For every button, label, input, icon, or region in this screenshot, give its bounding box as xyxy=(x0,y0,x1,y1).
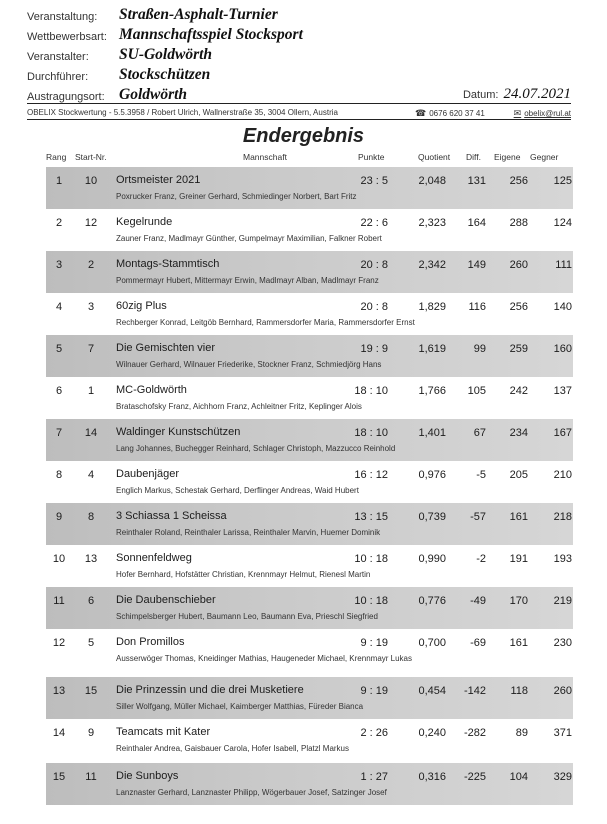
table-row xyxy=(46,545,573,587)
points-cell: 23 : 5 xyxy=(360,175,388,187)
start-number-cell: 11 xyxy=(85,771,97,783)
diff-cell: -142 xyxy=(463,685,486,697)
rank-cell: 13 xyxy=(52,685,66,697)
table-row xyxy=(46,293,573,335)
col-rang: Rang xyxy=(46,152,67,162)
email-address[interactable]: obelix@rul.at xyxy=(524,109,571,118)
header-value: Straßen-Asphalt-Turnier xyxy=(119,6,278,23)
date-label: Datum: xyxy=(462,89,499,101)
start-number-cell: 13 xyxy=(84,553,98,565)
diff-cell: 164 xyxy=(467,217,486,229)
quotient-cell: 2,048 xyxy=(418,175,446,187)
diff-cell: -282 xyxy=(463,727,486,739)
opponent-cell: 230 xyxy=(553,637,572,649)
table-row xyxy=(46,209,573,251)
own-cell: 170 xyxy=(509,595,528,607)
team-name: Teamcats mit Kater xyxy=(116,726,211,738)
own-cell: 242 xyxy=(509,385,528,397)
rank-cell: 15 xyxy=(52,771,66,783)
own-cell: 104 xyxy=(509,771,528,783)
own-cell: 260 xyxy=(509,259,528,271)
opponent-cell: 371 xyxy=(553,727,572,739)
rank-cell: 3 xyxy=(55,259,63,271)
quotient-cell: 0,739 xyxy=(418,511,446,523)
header-value: Stockschützen xyxy=(119,66,211,83)
points-cell: 20 : 8 xyxy=(360,259,388,271)
own-cell: 234 xyxy=(509,427,528,439)
info-divider xyxy=(27,119,571,120)
col-team: Mannschaft xyxy=(243,152,287,162)
quotient-cell: 0,700 xyxy=(418,637,446,649)
opponent-cell: 140 xyxy=(553,301,572,313)
rank-cell: 11 xyxy=(53,595,65,607)
opponent-cell: 160 xyxy=(553,343,572,355)
rank-cell: 7 xyxy=(55,427,63,439)
team-name: 60zig Plus xyxy=(116,300,167,312)
team-name: Ortsmeister 2021 xyxy=(116,174,201,186)
diff-cell: -57 xyxy=(470,511,486,523)
col-eigene: Eigene xyxy=(494,152,521,162)
points-cell: 22 : 6 xyxy=(360,217,388,229)
diff-cell: -69 xyxy=(470,637,486,649)
diff-cell: -49 xyxy=(470,595,486,607)
points-cell: 2 : 26 xyxy=(360,727,388,739)
start-number-cell: 7 xyxy=(87,343,95,355)
own-cell: 161 xyxy=(509,511,528,523)
rank-cell: 5 xyxy=(55,343,63,355)
col-start: Start-Nr. xyxy=(75,152,107,162)
envelope-icon: ✉ xyxy=(513,108,522,118)
diff-cell: 99 xyxy=(473,343,486,355)
header-divider xyxy=(27,103,571,104)
points-cell: 1 : 27 xyxy=(360,771,388,783)
team-name: Don Promillos xyxy=(116,636,185,648)
date-value: 24.07.2021 xyxy=(503,86,571,102)
header-value: Goldwörth xyxy=(119,86,188,103)
header-row-wettbewerbsart xyxy=(27,26,571,46)
diff-cell: -5 xyxy=(476,469,486,481)
points-cell: 18 : 10 xyxy=(354,385,388,397)
opponent-cell: 125 xyxy=(553,175,572,187)
points-cell: 9 : 19 xyxy=(360,685,388,697)
team-members: Schimpelsberger Hubert, Baumann Leo, Baumann Eva, Prieschl Siegfried xyxy=(116,612,378,621)
start-number-cell: 2 xyxy=(87,259,95,271)
rank-cell: 6 xyxy=(55,385,63,397)
software-info: OBELIX Stockwertung - 5.5.3958 / Robert Ulrich, Wallnerstraße 35, 3004 Ollern, Austria xyxy=(27,108,338,117)
opponent-cell: 260 xyxy=(553,685,572,697)
diff-cell: -225 xyxy=(463,771,486,783)
team-members: Pommermayr Hubert, Mittermayr Erwin, Madlmayr Alban, Madlmayr Franz xyxy=(116,276,379,285)
team-name: Kegelrunde xyxy=(116,216,173,228)
team-members: Englich Markus, Schestak Gerhard, Derflinger Andreas, Waid Hubert xyxy=(116,486,359,495)
opponent-cell: 167 xyxy=(553,427,572,439)
table-row xyxy=(46,677,573,719)
diff-cell: -2 xyxy=(476,553,486,565)
team-name: Waldinger Kunstschützen xyxy=(116,426,241,438)
phone-icon: ☎ xyxy=(415,108,427,118)
table-row xyxy=(46,251,573,293)
header-value: Mannschaftsspiel Stocksport xyxy=(119,26,303,43)
own-cell: 256 xyxy=(509,301,528,313)
team-members: Siller Wolfgang, Müller Michael, Kaimberger Matthias, Füreder Bianca xyxy=(116,702,364,711)
table-row xyxy=(46,587,573,629)
team-name: Daubenjäger xyxy=(116,468,179,480)
diff-cell: 116 xyxy=(468,301,486,313)
team-name: MC-Goldwörth xyxy=(116,384,187,396)
diff-cell: 131 xyxy=(467,175,486,187)
points-cell: 9 : 19 xyxy=(360,637,388,649)
own-cell: 256 xyxy=(509,175,528,187)
diff-cell: 105 xyxy=(467,385,486,397)
rank-cell: 9 xyxy=(55,511,63,523)
header-label: Austragungsort: xyxy=(27,91,105,103)
email-field[interactable] xyxy=(514,108,571,119)
own-cell: 161 xyxy=(509,637,528,649)
start-number-cell: 6 xyxy=(87,595,95,607)
team-name: Die Daubenschieber xyxy=(116,594,216,606)
points-cell: 10 : 18 xyxy=(354,595,388,607)
team-name: Die Prinzessin und die drei Musketiere xyxy=(116,684,304,696)
team-members: Brataschofsky Franz, Aichhorn Franz, Achleitner Fritz, Keplinger Alois xyxy=(116,402,362,411)
header-label: Wettbewerbsart: xyxy=(27,31,107,43)
opponent-cell: 193 xyxy=(553,553,572,565)
col-punkte: Punkte xyxy=(358,152,385,162)
quotient-cell: 0,976 xyxy=(418,469,446,481)
header-label: Veranstaltung: xyxy=(27,11,98,23)
team-members: Lang Johannes, Buchegger Reinhard, Schlager Christoph, Mazzucco Reinhold xyxy=(116,444,396,453)
team-name: Die Gemischten vier xyxy=(116,342,216,354)
team-members: Wilnauer Gerhard, Wilnauer Friederike, Stockner Franz, Schmiedjörg Hans xyxy=(116,360,382,369)
team-name: Die Sunboys xyxy=(116,770,179,782)
quotient-cell: 0,240 xyxy=(418,727,446,739)
event-header xyxy=(27,6,571,106)
quotient-cell: 1,766 xyxy=(418,385,446,397)
opponent-cell: 124 xyxy=(553,217,572,229)
date-field xyxy=(463,86,571,103)
points-cell: 20 : 8 xyxy=(360,301,388,313)
team-members: Ausserwöger Thomas, Kneidinger Mathias, Haugeneder Michael, Krennmayr Lukas xyxy=(116,654,413,663)
rank-cell: 1 xyxy=(55,175,63,187)
rank-cell: 12 xyxy=(52,637,66,649)
rank-cell: 10 xyxy=(52,553,66,565)
opponent-cell: 329 xyxy=(553,771,572,783)
team-name: 3 Schiassa 1 Scheissa xyxy=(116,510,227,522)
quotient-cell: 0,454 xyxy=(418,685,446,697)
team-members: Poxrucker Franz, Greiner Gerhard, Schmiedinger Norbert, Bart Fritz xyxy=(116,192,357,201)
page-title: Endergebnis xyxy=(242,125,365,147)
header-label: Veranstalter: xyxy=(27,51,89,63)
rank-cell: 14 xyxy=(52,727,66,739)
start-number-cell: 4 xyxy=(87,469,95,481)
table-row xyxy=(46,763,573,805)
rank-cell: 4 xyxy=(55,301,63,313)
own-cell: 89 xyxy=(515,727,528,739)
opponent-cell: 210 xyxy=(553,469,572,481)
column-headers xyxy=(0,152,607,164)
points-cell: 10 : 18 xyxy=(354,553,388,565)
own-cell: 118 xyxy=(510,685,528,697)
phone-number: 0676 620 37 41 xyxy=(429,109,485,118)
start-number-cell: 1 xyxy=(87,385,95,397)
start-number-cell: 14 xyxy=(84,427,98,439)
start-number-cell: 10 xyxy=(84,175,98,187)
rank-cell: 2 xyxy=(55,217,63,229)
header-row-durchfuehrer xyxy=(27,66,571,86)
table-row xyxy=(46,167,573,209)
opponent-cell: 137 xyxy=(553,385,572,397)
diff-cell: 67 xyxy=(473,427,486,439)
points-cell: 18 : 10 xyxy=(354,427,388,439)
opponent-cell: 111 xyxy=(555,259,572,271)
opponent-cell: 219 xyxy=(553,595,572,607)
opponent-cell: 218 xyxy=(553,511,572,523)
table-row xyxy=(46,629,573,671)
quotient-cell: 1,829 xyxy=(418,301,446,313)
col-quotient: Quotient xyxy=(418,152,451,162)
start-number-cell: 5 xyxy=(87,637,95,649)
start-number-cell: 8 xyxy=(87,511,95,523)
table-row xyxy=(46,719,573,761)
phone-field xyxy=(415,108,485,119)
rank-cell: 8 xyxy=(55,469,63,481)
team-name: Montags-Stammtisch xyxy=(116,258,220,270)
quotient-cell: 1,401 xyxy=(418,427,446,439)
team-members: Lanznaster Gerhard, Lanznaster Philipp, Wögerbauer Josef, Satzinger Josef xyxy=(116,788,387,797)
team-members: Reinthaler Andrea, Gaisbauer Carola, Hofer Isabell, Platzl Markus xyxy=(116,744,349,753)
quotient-cell: 0,990 xyxy=(418,553,446,565)
quotient-cell: 1,619 xyxy=(418,343,446,355)
points-cell: 13 : 15 xyxy=(354,511,388,523)
team-members: Reinthaler Roland, Reinthaler Larissa, Reinthaler Marvin, Huemer Dominik xyxy=(116,528,381,537)
points-cell: 16 : 12 xyxy=(354,469,388,481)
col-diff: Diff. xyxy=(466,152,481,162)
header-row-veranstaltung xyxy=(27,6,571,26)
col-gegner: Gegner xyxy=(530,152,559,162)
start-number-cell: 15 xyxy=(84,685,98,697)
table-row xyxy=(46,377,573,419)
quotient-cell: 2,323 xyxy=(418,217,446,229)
table-row xyxy=(46,461,573,503)
own-cell: 259 xyxy=(509,343,528,355)
table-row xyxy=(46,503,573,545)
header-value: SU-Goldwörth xyxy=(119,46,213,63)
points-cell: 19 : 9 xyxy=(360,343,388,355)
team-name: Sonnenfeldweg xyxy=(116,552,192,564)
start-number-cell: 9 xyxy=(87,727,95,739)
start-number-cell: 3 xyxy=(87,301,95,313)
team-members: Rechberger Konrad, Leitgöb Bernhard, Rammersdorfer Maria, Rammersdorfer Ernst xyxy=(116,318,415,327)
team-members: Zauner Franz, Madlmayr Günther, Gumpelmayr Maximilian, Falkner Robert xyxy=(116,234,382,243)
quotient-cell: 0,316 xyxy=(418,771,446,783)
header-label: Durchführer: xyxy=(27,71,89,83)
own-cell: 191 xyxy=(509,553,528,565)
team-members: Hofer Bernhard, Hofstätter Christian, Krennmayr Helmut, Rienesl Martin xyxy=(116,570,371,579)
diff-cell: 149 xyxy=(467,259,486,271)
start-number-cell: 12 xyxy=(84,217,98,229)
quotient-cell: 2,342 xyxy=(418,259,446,271)
own-cell: 288 xyxy=(509,217,528,229)
quotient-cell: 0,776 xyxy=(418,595,446,607)
table-row xyxy=(46,419,573,461)
software-info-line xyxy=(27,108,571,117)
table-row xyxy=(46,335,573,377)
header-row-veranstalter xyxy=(27,46,571,66)
own-cell: 205 xyxy=(509,469,528,481)
